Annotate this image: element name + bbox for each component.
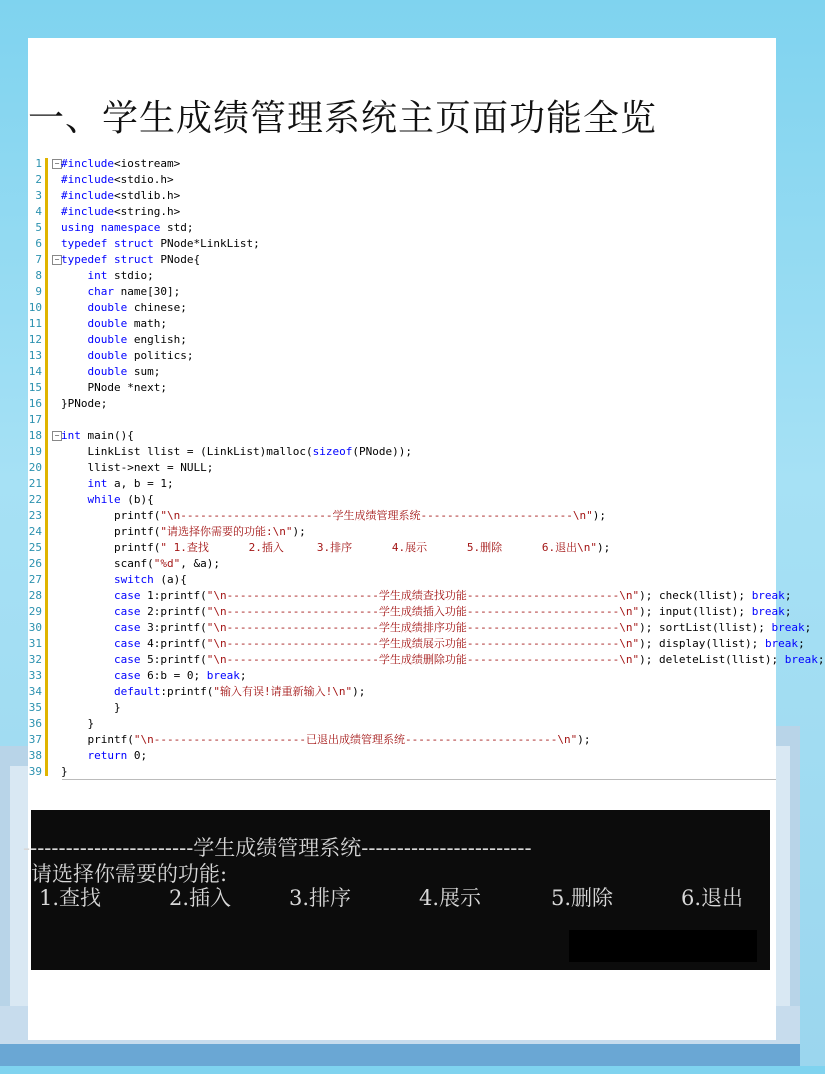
line-number: 13 xyxy=(28,349,42,362)
code-line xyxy=(28,236,788,252)
code-text: printf("\n-----------------------学生成绩管理系统-----------------------\n"); xyxy=(61,509,606,522)
code-text: } xyxy=(61,701,121,714)
code-text: }PNode; xyxy=(61,397,108,410)
code-line xyxy=(28,476,788,492)
line-number: 12 xyxy=(28,333,42,346)
code-line xyxy=(28,444,788,460)
menu-option-search: 1.查找 xyxy=(39,886,102,910)
line-number: 18 xyxy=(28,429,42,442)
code-line xyxy=(28,428,788,444)
menu-option-display: 4.展示 xyxy=(419,886,482,910)
line-number: 35 xyxy=(28,701,42,714)
console-menu xyxy=(31,882,770,910)
line-number: 7 xyxy=(35,253,42,266)
code-text: printf(" 1.查找 2.插入 3.排序 4.展示 5.删除 6.退出\n"); xyxy=(61,541,611,554)
code-line xyxy=(28,556,788,572)
line-number: 23 xyxy=(28,509,42,522)
code-text: double english; xyxy=(87,333,187,346)
code-text: #include<stdlib.h> xyxy=(61,189,181,202)
code-text: case 3:printf("\n-----------------------学生成绩排序功能-----------------------\n"); sortList(llist); break; xyxy=(113,621,812,634)
code-line xyxy=(28,412,788,428)
line-number: 4 xyxy=(35,205,42,218)
code-line xyxy=(28,540,788,556)
line-number: 17 xyxy=(28,413,42,426)
console-prompt: 请选择你需要的功能: xyxy=(31,862,228,886)
line-number: 24 xyxy=(28,525,42,538)
line-number: 33 xyxy=(28,669,42,682)
code-line xyxy=(28,716,788,732)
code-line xyxy=(28,364,788,380)
console-input-area[interactable] xyxy=(569,930,757,962)
line-number: 37 xyxy=(28,733,42,746)
console-title-line: ------------------------学生成绩管理系统------------------------ xyxy=(23,836,532,860)
line-number: 6 xyxy=(35,237,42,250)
code-line xyxy=(28,268,788,284)
code-text: switch (a){ xyxy=(113,573,187,586)
line-number: 22 xyxy=(28,493,42,506)
line-number: 34 xyxy=(28,685,42,698)
code-line xyxy=(28,588,792,604)
line-number: 2 xyxy=(35,173,42,186)
line-number: 8 xyxy=(35,269,42,282)
code-line xyxy=(28,684,788,700)
code-editor xyxy=(28,156,825,818)
menu-option-delete: 5.删除 xyxy=(551,886,614,910)
code-line xyxy=(28,252,788,268)
line-number: 15 xyxy=(28,381,42,394)
line-number: 20 xyxy=(28,461,42,474)
code-text: case 2:printf("\n-----------------------学生成绩插入功能-----------------------\n"); input(llist); break; xyxy=(113,605,792,618)
code-line xyxy=(28,620,812,636)
line-number: 21 xyxy=(28,477,42,490)
code-line xyxy=(28,460,788,476)
code-line xyxy=(28,316,788,332)
code-text: typedef struct PNode{ xyxy=(61,253,201,266)
code-text: while (b){ xyxy=(87,493,154,506)
code-text: char name[30]; xyxy=(87,285,181,298)
line-number: 28 xyxy=(28,589,42,602)
code-line xyxy=(28,156,788,172)
console-window xyxy=(23,810,770,970)
line-number: 38 xyxy=(28,749,42,762)
code-line xyxy=(28,636,805,652)
line-number: 31 xyxy=(28,637,42,650)
line-number: 10 xyxy=(28,301,42,314)
code-text: using namespace std; xyxy=(61,221,194,234)
menu-option-insert: 2.插入 xyxy=(169,886,232,910)
code-line xyxy=(28,524,788,540)
line-number: 14 xyxy=(28,365,42,378)
menu-option-exit: 6.退出 xyxy=(681,886,744,910)
code-text: #include<stdio.h> xyxy=(61,173,174,186)
code-text: default:printf("输入有误!请重新输入!\n"); xyxy=(113,685,366,698)
line-number: 3 xyxy=(35,189,42,202)
line-number: 29 xyxy=(28,605,42,618)
code-line xyxy=(28,204,788,220)
code-text: int stdio; xyxy=(87,269,154,282)
code-text: #include<string.h> xyxy=(61,205,181,218)
code-text: llist->next = NULL; xyxy=(61,461,214,474)
line-number: 16 xyxy=(28,397,42,410)
code-text: case 4:printf("\n-----------------------学生成绩展示功能-----------------------\n"); display(llist); break; xyxy=(113,637,805,650)
code-text: } xyxy=(61,717,95,730)
fold-toggle-icon[interactable]: − xyxy=(52,431,62,441)
code-text: double math; xyxy=(87,317,167,330)
code-text: #include<iostream> xyxy=(61,157,181,170)
code-line xyxy=(28,732,788,748)
code-text: int a, b = 1; xyxy=(87,477,174,490)
code-line xyxy=(28,764,788,780)
code-line xyxy=(28,300,788,316)
code-line xyxy=(28,508,788,524)
line-number: 30 xyxy=(28,621,42,634)
code-text: printf("请选择你需要的功能:\n"); xyxy=(61,525,306,538)
line-number: 25 xyxy=(28,541,42,554)
code-line xyxy=(28,348,788,364)
line-number: 11 xyxy=(28,317,42,330)
code-text: case 5:printf("\n-----------------------学生成绩删除功能-----------------------\n"); deleteList(llist); break; xyxy=(113,653,825,666)
line-number: 26 xyxy=(28,557,42,570)
code-line xyxy=(28,492,788,508)
code-text: return 0; xyxy=(87,749,148,762)
code-line xyxy=(28,380,788,396)
code-line xyxy=(28,572,788,588)
fold-toggle-icon[interactable]: − xyxy=(52,159,62,169)
code-line xyxy=(28,700,788,716)
code-text: double sum; xyxy=(87,365,161,378)
code-line xyxy=(28,652,825,668)
code-text: scanf("%d", &a); xyxy=(61,557,220,570)
line-number: 19 xyxy=(28,445,42,458)
page-title: 一、学生成绩管理系统主页面功能全览 xyxy=(28,98,658,139)
code-line xyxy=(28,604,792,620)
line-number: 39 xyxy=(28,765,42,778)
line-number: 5 xyxy=(35,221,42,234)
code-line xyxy=(28,332,788,348)
code-line xyxy=(28,188,788,204)
code-line xyxy=(28,748,788,764)
line-number: 32 xyxy=(28,653,42,666)
code-text: double politics; xyxy=(87,349,194,362)
code-line xyxy=(28,396,788,412)
menu-option-sort: 3.排序 xyxy=(289,886,352,910)
code-text: case 1:printf("\n-----------------------学生成绩查找功能-----------------------\n"); check(llist); break; xyxy=(113,589,792,602)
line-number: 36 xyxy=(28,717,42,730)
code-line xyxy=(28,668,788,684)
code-text: printf("\n-----------------------已退出成绩管理系统-----------------------\n"); xyxy=(61,733,591,746)
code-text: int main(){ xyxy=(61,429,134,442)
code-text: } xyxy=(61,765,68,778)
code-text: typedef struct PNode*LinkList; xyxy=(61,237,260,250)
editor-end-rule xyxy=(62,779,776,780)
code-line xyxy=(28,284,788,300)
code-text: case 6:b = 0; break; xyxy=(113,669,247,682)
code-text: double chinese; xyxy=(87,301,187,314)
code-line xyxy=(28,220,788,236)
line-number: 9 xyxy=(35,285,42,298)
code-text: LinkList llist = (LinkList)malloc(sizeof(PNode)); xyxy=(61,445,413,458)
code-text: PNode *next; xyxy=(61,381,167,394)
fold-toggle-icon[interactable]: − xyxy=(52,255,62,265)
code-line xyxy=(28,172,788,188)
line-number: 27 xyxy=(28,573,42,586)
line-number: 1 xyxy=(35,157,42,170)
